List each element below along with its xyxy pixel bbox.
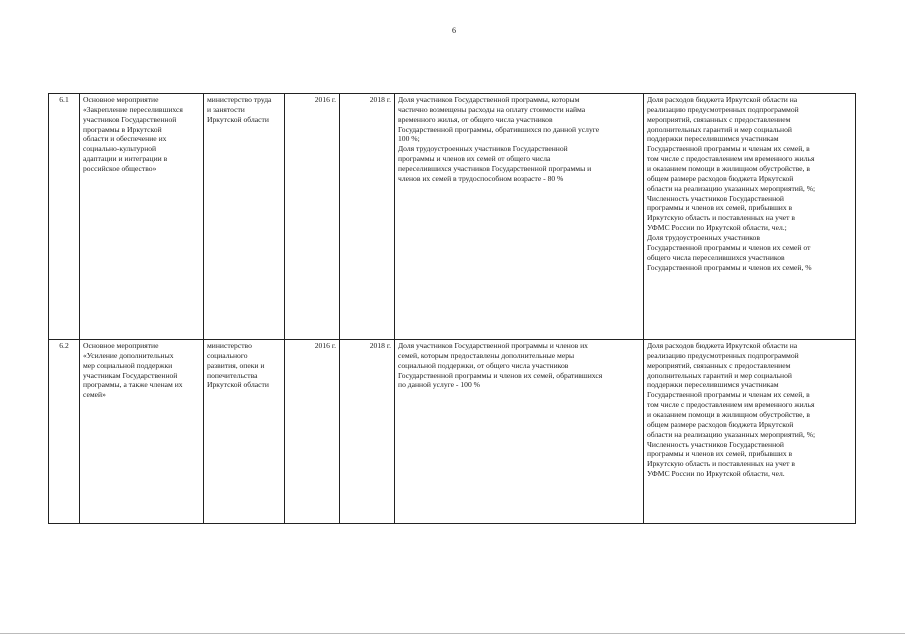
executor-cell <box>204 340 285 524</box>
text-line: мероприятий, связанных с предоставлением <box>647 114 791 124</box>
text-line: реализацию предусмотренных подпрограммой <box>647 350 799 360</box>
program-events-table <box>48 93 856 524</box>
text-line: области на реализацию указанных мероприятий, %; <box>647 183 816 193</box>
text-line: Численность участников Государственной <box>647 193 784 203</box>
text-line: Численность участников Государственной <box>647 439 784 449</box>
text-line: частично возмещены расходы на оплату стоимости найма <box>398 104 586 114</box>
text-line: «Усиление дополнительных <box>83 350 174 360</box>
text-line: семей» <box>83 390 106 400</box>
page-number: 6 <box>452 26 456 35</box>
text-line: Доля трудоустроенных участников Государственной <box>398 144 568 154</box>
text-line: социальной поддержки, от общего числа участников <box>398 360 569 370</box>
indicators-cell <box>644 340 856 524</box>
text-line: «Закрепление переселившихся <box>83 104 183 114</box>
text-line: области и обеспечение их <box>83 134 167 144</box>
text-line: Государственной программы и членов их семей от <box>647 242 811 252</box>
text-line: программы и членов их семей, прибывших в <box>647 449 793 459</box>
event-cell <box>80 94 204 340</box>
text-line: министерство труда <box>207 95 272 104</box>
end-year-cell: 2018 г. <box>340 94 395 340</box>
text-line: социального <box>207 350 248 360</box>
start-year-cell: 2016 г. <box>285 340 340 524</box>
text-line: мероприятий, связанных с предоставлением <box>647 360 791 370</box>
row-number: 6.2 <box>49 340 80 524</box>
text-line: Доля расходов бюджета Иркутской области на <box>647 341 798 350</box>
text-line: российское общество» <box>83 164 157 174</box>
text-line: участникам Государственной <box>83 370 178 380</box>
text-line: и занятости <box>207 104 245 114</box>
text-line: Доля расходов бюджета Иркутской области на <box>647 95 798 104</box>
text-line: Основное мероприятие <box>83 341 159 350</box>
text-line: Основное мероприятие <box>83 95 159 104</box>
text-line: Иркутскую область и поставленных на учет в <box>647 213 795 223</box>
text-line: программы и членов их семей, прибывших в <box>647 203 793 213</box>
text-line: УФМС России по Иркутской области, чел.; <box>647 223 787 233</box>
text-line: Государственной программы, обратившихся по данной услуге <box>398 124 600 134</box>
text-line: реализацию предусмотренных подпрограммой <box>647 104 799 114</box>
text-line: Государственной программы и членам их семей, в <box>647 390 810 400</box>
text-line: Государственной программы и членов их семей, % <box>647 262 812 272</box>
row-number: 6.1 <box>49 94 80 340</box>
text-line: поддержки переселившимся участникам <box>647 134 779 144</box>
text-line: социально-культурной <box>83 144 157 154</box>
text-line: Доля участников Государственной программы, которым <box>398 95 580 104</box>
text-line: том числе с предоставлением им временного жилья <box>647 400 815 410</box>
executor-cell <box>204 94 285 340</box>
text-line: членов их семей в трудоспособном возрасте - 80 % <box>398 173 564 183</box>
text-line: Государственной программы и членам их семей, в <box>647 144 810 154</box>
text-line: УФМС России по Иркутской области, чел. <box>647 469 785 479</box>
text-line: Доля трудоустроенных участников <box>647 233 760 243</box>
text-line: попечительства <box>207 370 258 380</box>
text-line: участников Государственной <box>83 114 177 124</box>
text-line: Иркутской области <box>207 380 269 390</box>
text-line: семей, которым предоставлены дополнительные меры <box>398 350 575 360</box>
text-line: дополнительных гарантий и мер социальной <box>647 124 792 134</box>
text-line: 100 %; <box>398 134 420 144</box>
scan-edge-line <box>0 633 905 634</box>
text-line: Доля участников Государственной программы и членов их <box>398 341 588 350</box>
text-line: и оказанием помощи в жилищном обустройстве, в <box>647 410 810 420</box>
indicators-cell <box>644 94 856 340</box>
text-line: развития, опеки и <box>207 360 265 370</box>
text-line: общем размере расходов бюджета Иркутской <box>647 419 794 429</box>
text-line: поддержки переселившимся участникам <box>647 380 779 390</box>
end-year-cell: 2018 г. <box>340 340 395 524</box>
expected-results-cell <box>395 94 644 340</box>
text-line: по данной услуге - 100 % <box>398 380 480 390</box>
text-line: Иркутской области <box>207 114 269 124</box>
text-line: том числе с предоставлением им временного жилья <box>647 154 815 164</box>
text-line: программы, а также членам их <box>83 380 183 390</box>
text-line: министерство <box>207 341 252 350</box>
text-line: общем размере расходов бюджета Иркутской <box>647 173 794 183</box>
text-line: программы в Иркутской <box>83 124 162 134</box>
text-line: области на реализацию указанных мероприятий, %; <box>647 429 816 439</box>
text-line: временного жилья, от общего числа участников <box>398 114 553 124</box>
text-line: мер социальной поддержки <box>83 360 173 370</box>
text-line: переселившихся участников Государственной программы и <box>398 164 592 174</box>
table-row <box>49 94 856 340</box>
text-line: и оказанием помощи в жилищном обустройстве, в <box>647 164 810 174</box>
text-line: Государственной программы и членов их семей, обратившихся <box>398 370 603 380</box>
event-cell <box>80 340 204 524</box>
text-line: программы и членов их семей от общего числа <box>398 154 551 164</box>
text-line: Иркутскую область и поставленных на учет в <box>647 459 795 469</box>
start-year-cell: 2016 г. <box>285 94 340 340</box>
expected-results-cell <box>395 340 644 524</box>
text-line: дополнительных гарантий и мер социальной <box>647 370 792 380</box>
table-row <box>49 340 856 524</box>
text-line: общего числа переселившихся участников <box>647 252 785 262</box>
text-line: адаптации и интеграции в <box>83 154 168 164</box>
